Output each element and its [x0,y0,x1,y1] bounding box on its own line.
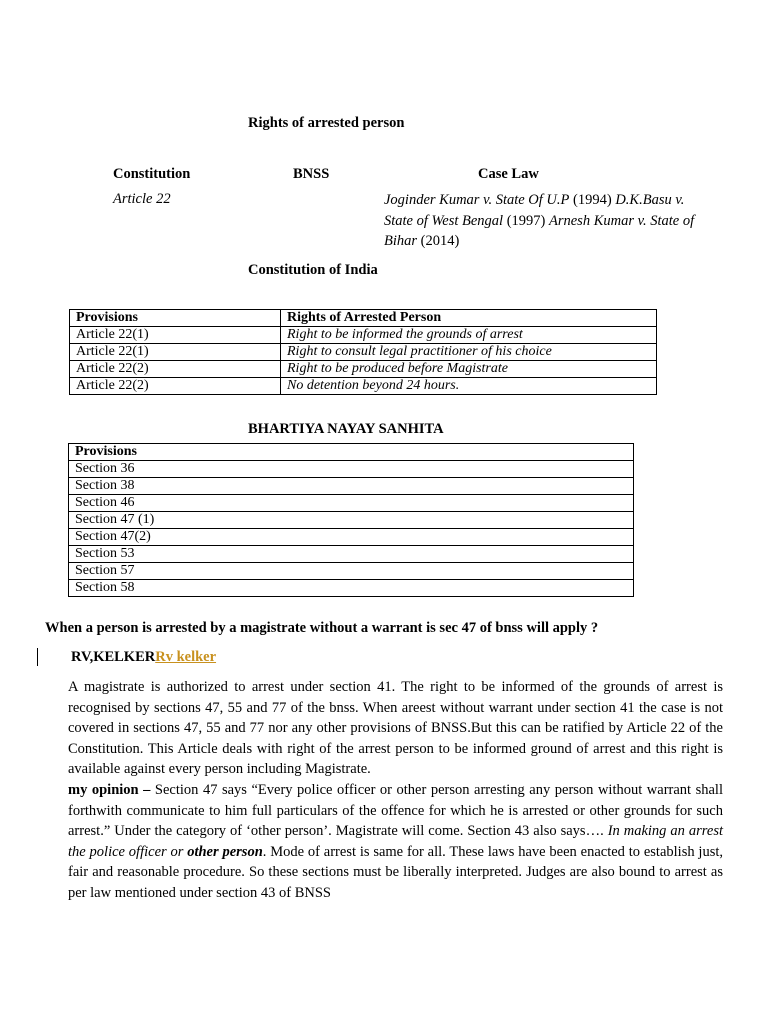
table-row [69,461,634,478]
document-title: Rights of arrested person [248,115,405,131]
table-row [70,327,657,344]
table-cell: Section 47 (1) [69,512,634,529]
table-row [69,529,634,546]
case-year: (1997) [503,212,549,229]
table-header-cell: Provisions [70,310,281,327]
table-row [70,378,657,395]
table-cell: Article 22(2) [70,361,281,378]
column-case-law: Case Law [478,166,539,182]
comment-author [71,649,216,666]
table-row [70,344,657,361]
opinion-text: Section 47 says “Every police officer or other person arresting any person without warrant shall forthwith communicate to him full particulars of the offence for which he is arrested or other grounds for such arrest.” Under the category of ‘other person’. Magistrate will come. Section 43 also says…. [68,782,723,840]
table-row [69,546,634,563]
table-cell: Section 46 [69,495,634,512]
table-row [69,478,634,495]
opinion-quote: In making an arrest the police officer or [68,823,723,860]
table-row [69,563,634,580]
bns-heading: BHARTIYA NAYAY SANHITA [248,421,444,437]
table-cell: Section 36 [69,461,634,478]
case-law-list [384,190,704,252]
table-cell: Section 57 [69,563,634,580]
case-year: (2014) [417,233,460,249]
table-header-row [69,444,634,461]
opinion-label: my opinion – [68,782,151,798]
question-heading: When a person is arrested by a magistrate without a warrant is sec 47 of bnss will apply ? [45,620,599,636]
table-row [69,580,634,597]
table-header-row [70,310,657,327]
column-bnss: BNSS [293,166,330,182]
table-cell: Article 22(1) [70,327,281,344]
table-row [69,495,634,512]
table-cell: Article 22(2) [70,378,281,395]
author-name: RV,KELKER [71,649,156,665]
answer-paragraph-1: A magistrate is authorized to arrest under section 41. The right to be informed of the grounds of arrest is recognised by sections 47, 55 and 77 of the bnss. When areest without warrant under section 41 the case is not covered in sections 47, 55 and 77 nor any other provisions of BNSS.But this can be ratified by Article 22 of the Constitution. This Article deals with right of the arrest person to be informed ground of arrest and this right is available against every person including Magistrate. [68,679,723,778]
table-cell: No detention beyond 24 hours. [281,378,657,395]
table-cell: Section 38 [69,478,634,495]
table-cell: Article 22(1) [70,344,281,361]
table-cell: Right to be informed the grounds of arrest [281,327,657,344]
text-cursor [37,648,38,666]
table-cell: Right to be produced before Magistrate [281,361,657,378]
opinion-text-end: . Mode of arrest is same for all. These laws have been enacted to establish just, fair and reasonable procedure. So these sections must be liberally interpreted. Judges are also bound to arrest as per law mentioned under section 43 of BNSS [68,843,723,901]
table-cell: Section 53 [69,546,634,563]
author-link[interactable]: Rv kelker [155,649,217,665]
case-name: Joginder Kumar v. State Of U.P [384,192,570,208]
table-row [69,512,634,529]
table-cell: Right to consult legal practitioner of his choice [281,344,657,361]
table-cell: Section 58 [69,580,634,597]
opinion-quote-emphasis: other person [187,843,263,860]
column-constitution: Constitution [113,166,191,182]
article-reference: Article 22 [113,191,171,207]
constitution-provisions-table [69,309,657,395]
case-year: (1994) [569,192,616,208]
table-header-cell: Provisions [69,444,634,461]
table-row [70,361,657,378]
case-name: D.K.Basu v. State of West Bengal [384,192,685,229]
answer-paragraph-2 [68,780,723,904]
table-cell: Section 47(2) [69,529,634,546]
table-header-cell: Rights of Arrested Person [281,310,657,327]
bns-provisions-table [68,443,634,597]
case-name: Arnesh Kumar v. State of Bihar [384,212,695,249]
constitution-of-india-heading: Constitution of India [248,262,378,278]
